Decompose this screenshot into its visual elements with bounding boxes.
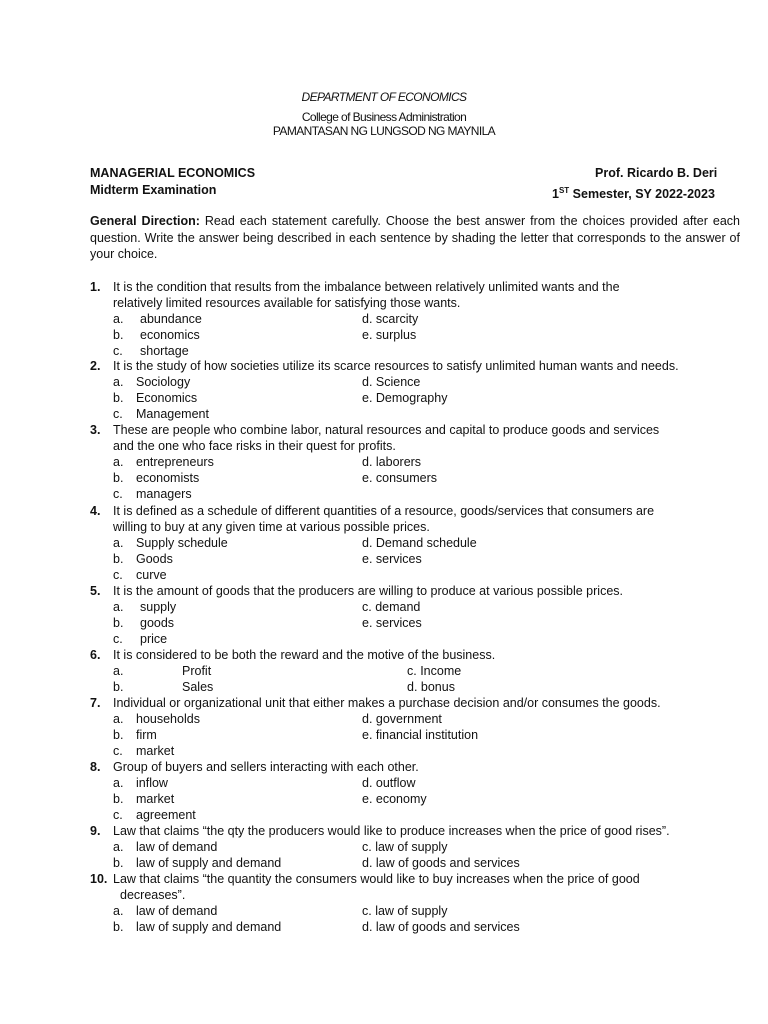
choice-option: Sales (182, 680, 214, 695)
choice-option: curve (136, 568, 167, 583)
choice-letter: b. (113, 728, 124, 743)
choice-option: price (140, 632, 168, 647)
choice-option: law of demand (136, 904, 218, 919)
choice-option: market (136, 744, 175, 759)
choice-letter: a. (113, 712, 124, 727)
question-number: 4. (90, 504, 101, 518)
choice-letter: b. (113, 471, 124, 486)
choice-option: Sociology (136, 375, 191, 390)
question-text: It is defined as a schedule of different quantities of a resource, goods/services that consumers are (113, 504, 655, 518)
professor-name: Prof. Ricardo B. Deri (595, 166, 718, 180)
choice-option: entrepreneurs (136, 455, 214, 470)
question-text: Law that claims “the qty the producers would like to produce increases when the price of good rises”. (113, 824, 670, 838)
choice-option: c. Income (407, 664, 462, 679)
choice-option: law of supply and demand (136, 920, 282, 935)
choice-option: d. Demand schedule (362, 536, 477, 551)
choice-letter: b. (113, 680, 124, 695)
choice-option: managers (136, 487, 192, 502)
choice-option: c. law of supply (362, 840, 448, 855)
choice-option: goods (140, 616, 175, 631)
choice-letter: c. (113, 632, 123, 647)
question-text: Individual or organizational unit that either makes a purchase decision and/or consumes the goods. (113, 696, 661, 710)
choice-letter: a. (113, 904, 124, 919)
question-number: 3. (90, 423, 101, 437)
choice-option: e. services (362, 616, 422, 631)
choice-option: economists (136, 471, 200, 486)
choice-option: shortage (140, 344, 189, 359)
choice-option: c. law of supply (362, 904, 448, 919)
choice-option: e. financial institution (362, 728, 479, 743)
choice-letter: a. (113, 840, 124, 855)
question-number: 2. (90, 359, 101, 373)
choice-option: e. economy (362, 792, 427, 807)
choice-option: d. government (362, 712, 442, 727)
choice-option: e. services (362, 552, 422, 567)
choice-option: market (136, 792, 175, 807)
choice-letter: a. (113, 776, 124, 791)
choice-letter: c. (113, 344, 123, 359)
semester-number: 1 (552, 187, 559, 202)
college-name: College of Business Administration (301, 110, 467, 124)
choice-option: firm (136, 728, 157, 743)
question-number: 7. (90, 696, 101, 710)
choice-letter: c. (113, 744, 123, 759)
choice-option: agreement (136, 808, 196, 823)
question-number: 5. (90, 584, 101, 598)
choice-letter: c. (113, 487, 123, 502)
question-number: 1. (90, 280, 101, 294)
choice-letter: a. (113, 455, 124, 470)
course-title: MANAGERIAL ECONOMICS (90, 166, 256, 180)
choice-letter: b. (113, 856, 124, 871)
question-number: 10. (90, 872, 108, 886)
choice-option: Supply schedule (136, 536, 228, 551)
choice-letter: b. (113, 328, 124, 343)
question-text: It is the study of how societies utilize its scarce resources to satisfy unlimited human wants and needs. (113, 359, 679, 373)
semester-text: Semester, SY 2022-2023 (569, 187, 715, 202)
question-text: It is the amount of goods that the producers are willing to produce at various possible prices. (113, 584, 624, 598)
question-number: 9. (90, 824, 101, 838)
choice-option: d. law of goods and services (362, 856, 520, 871)
choice-letter: b. (113, 792, 124, 807)
choice-option: d. scarcity (362, 312, 419, 327)
choice-option: Goods (136, 552, 173, 567)
direction-text: Read each statement carefully. Choose the best answer from the choices provided after each question. Write the answer being described in each sentence by shading the letter that corresponds to the answer of your choice. (90, 214, 740, 261)
question-text: It is considered to be both the reward and the motive of the business. (113, 648, 496, 662)
choice-option: d. bonus (407, 680, 455, 695)
choice-letter: a. (113, 600, 124, 615)
question-text: decreases”. (120, 888, 186, 903)
question-text: willing to buy at any given time at various possible prices. (113, 520, 430, 535)
choice-option: e. Demography (362, 391, 448, 406)
choice-option: supply (140, 600, 177, 615)
choice-option: e. surplus (362, 328, 417, 343)
choice-option: inflow (136, 776, 168, 791)
question-text: Law that claims “the quantity the consumers would like to buy increases when the price of good (113, 872, 640, 886)
question-number: 8. (90, 760, 101, 774)
choice-letter: c. (113, 407, 123, 422)
choice-option: Management (136, 407, 209, 422)
choice-option: c. demand (362, 600, 421, 615)
choice-letter: a. (113, 536, 124, 551)
choice-option: households (136, 712, 200, 727)
choice-letter: b. (113, 391, 124, 406)
question-text: It is the condition that results from the imbalance between relatively unlimited wants and the (113, 280, 620, 294)
choice-option: Profit (182, 664, 212, 679)
choice-letter: b. (113, 616, 124, 631)
department-title: DEPARTMENT OF ECONOMICS (301, 90, 467, 104)
question-number: 6. (90, 648, 101, 662)
question-text: Group of buyers and sellers interacting with each other. (113, 760, 419, 774)
choice-letter: a. (113, 312, 124, 327)
choice-option: d. laborers (362, 455, 422, 470)
choice-option: d. outflow (362, 776, 416, 791)
choice-letter: c. (113, 808, 123, 823)
choice-option: law of demand (136, 840, 218, 855)
choice-option: law of supply and demand (136, 856, 282, 871)
choice-letter: b. (113, 920, 124, 935)
choice-letter: c. (113, 568, 123, 583)
choice-letter: b. (113, 552, 124, 567)
choice-option: economics (140, 328, 200, 343)
choice-option: abundance (140, 312, 202, 327)
direction-label: General Direction: (90, 214, 200, 228)
choice-letter: a. (113, 664, 124, 679)
exam-title: Midterm Examination (90, 183, 217, 197)
question-text: and the one who face risks in their quest for profits. (113, 439, 396, 454)
question-text: These are people who combine labor, natural resources and capital to produce goods and services (113, 423, 660, 437)
choice-option: e. consumers (362, 471, 438, 486)
choice-letter: a. (113, 375, 124, 390)
question-text: relatively limited resources available for satisfying those wants. (113, 296, 461, 311)
choice-option: d. law of goods and services (362, 920, 520, 935)
choice-option: Economics (136, 391, 198, 406)
choice-option: d. Science (362, 375, 421, 390)
university-name: PAMANTASAN NG LUNGSOD NG MAYNILA (272, 124, 496, 138)
semester-superscript: ST (558, 186, 570, 195)
